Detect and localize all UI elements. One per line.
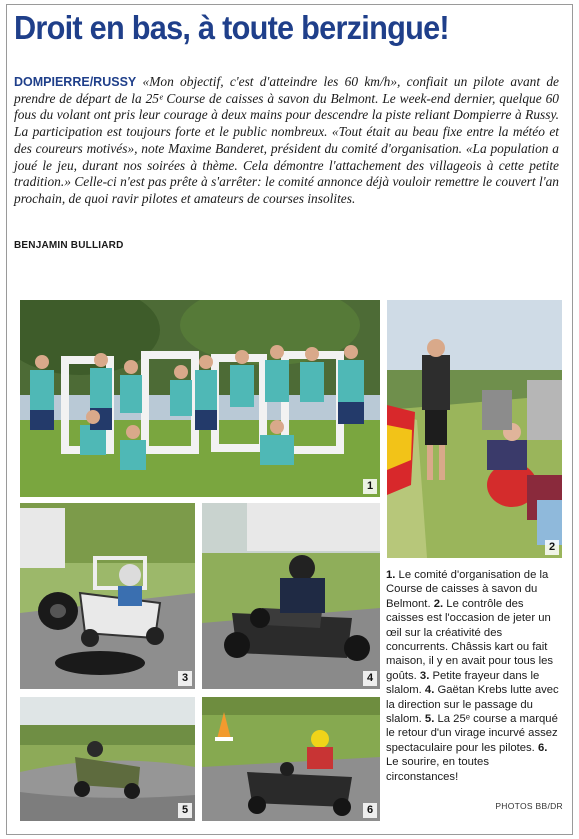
caption-number: 2.: [433, 597, 444, 610]
article-body: [14, 74, 559, 208]
photo-slalom-scare: [20, 503, 195, 689]
headline: Droit en bas, à toute berzingue!: [14, 9, 449, 46]
caption-number: 4.: [424, 684, 435, 697]
caption-number: 1.: [386, 569, 396, 581]
caption-number: 5.: [424, 713, 435, 726]
photo-inspection: [387, 300, 562, 558]
caption-number: 6.: [537, 741, 548, 754]
photo-number: 5: [178, 803, 192, 818]
photo-credit: PHOTOS BB/DR: [495, 801, 563, 811]
caption-text: Gaëtan Krebs lutte avec la direction sur le passage du slalom.: [386, 684, 559, 726]
caption-text: La 25ᵉ course a marqué le retour d'un virage incurvé assez spectaculaire pour les pilotes.: [386, 713, 558, 754]
photo-captions: [386, 568, 561, 784]
byline: BENJAMIN BULLIARD: [14, 240, 124, 251]
caption-text: Petite frayeur dans le slalom.: [386, 669, 540, 697]
caption-text: Le sourire, en toutes circonstances!: [386, 756, 489, 783]
photo-number: 3: [178, 671, 192, 686]
photo-number: 2: [545, 540, 559, 555]
photo-smiling-driver: [202, 697, 380, 821]
photo-curved-bend: [20, 697, 195, 821]
caption-text: Le contrôle des caisses est l'occasion de jeter un œil sur la créativité des concurrents. Châssis kart ou fait maison, il y en avait pour tous les goûts.: [386, 597, 554, 682]
photo-steering: [202, 503, 380, 689]
article-text: «Mon objectif, c'est d'atteindre les 60 km/h», confiait un pilote avant de prendre de départ de la 25ᵉ Course de caisses à savon du Belmont. Le week-end dernier, quelque 60 fous du volant ont pris leur courage à deux mains pour descendre la piste reliant Dompierre à Russy. La participation est toujours forte et le public nombreux. «Tout était au beau fixe entre la météo et des coureurs motivés», note Maxime Banderet, président du comité d'organisation. «La population a joué le jeu, durant nos soirées à thème. Cela démontre l'attachement des villageois à cette petite tradition.» Celle-ci n'est pas prête à s'arrêter: le comité annonce déjà vouloir remettre le couvert l'an prochain, de quoi ravir pilotes et amateurs de courses insolites.: [14, 74, 559, 206]
photo-committee: [20, 300, 380, 497]
photo-number: 4: [363, 671, 377, 686]
dateline: DOMPIERRE/RUSSY: [14, 75, 137, 89]
photo-number: 6: [363, 803, 377, 818]
caption-text: Le comité d'organisation de la Course de caisses à savon du Belmont.: [386, 569, 549, 610]
caption-number: 3.: [419, 669, 430, 682]
photo-number: 1: [363, 479, 377, 494]
